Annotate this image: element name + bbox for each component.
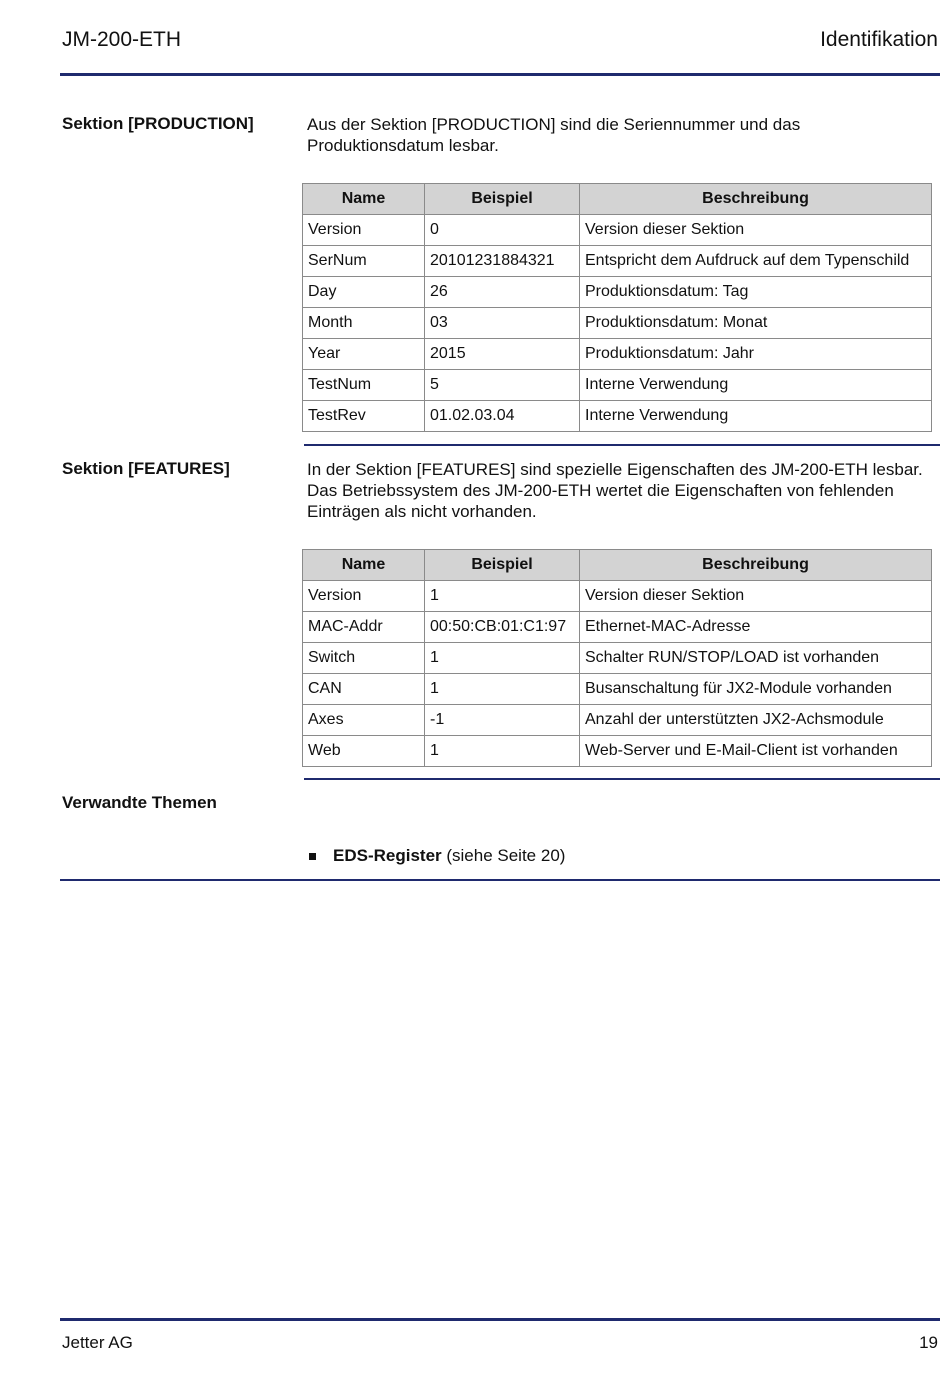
cell-example: 0 (425, 215, 580, 246)
related-topics-list (307, 846, 565, 866)
table-row (303, 339, 932, 370)
cell-name: Web (303, 736, 425, 767)
header-chapter-title: Identifikation (820, 28, 938, 51)
cell-description: Produktionsdatum: Tag (580, 277, 932, 308)
cell-name: TestRev (303, 401, 425, 432)
page-number: 19 (919, 1333, 938, 1352)
features-heading: Sektion [FEATURES] (62, 459, 230, 478)
cell-example: 2015 (425, 339, 580, 370)
features-table (302, 549, 932, 767)
column-header-name: Name (303, 550, 425, 581)
column-header-description: Beschreibung (580, 184, 932, 215)
cell-name: Month (303, 308, 425, 339)
column-header-example: Beispiel (425, 184, 580, 215)
cell-example: 26 (425, 277, 580, 308)
cell-description: Interne Verwendung (580, 370, 932, 401)
cell-name: Version (303, 581, 425, 612)
cell-description: Version dieser Sektion (580, 581, 932, 612)
cell-description: Web-Server und E-Mail-Client ist vorhanden (580, 736, 932, 767)
table-row (303, 674, 932, 705)
cell-description: Produktionsdatum: Jahr (580, 339, 932, 370)
table-row (303, 401, 932, 432)
footer-company: Jetter AG (62, 1333, 133, 1352)
cell-example: 03 (425, 308, 580, 339)
table-header-row (303, 550, 932, 581)
table-row (303, 308, 932, 339)
list-item (307, 846, 565, 866)
cell-name: MAC-Addr (303, 612, 425, 643)
table-row (303, 705, 932, 736)
cell-example: 1 (425, 736, 580, 767)
table-row (303, 643, 932, 674)
cell-example: 01.02.03.04 (425, 401, 580, 432)
table-row (303, 277, 932, 308)
cell-name: SerNum (303, 246, 425, 277)
cell-description: Schalter RUN/STOP/LOAD ist vorhanden (580, 643, 932, 674)
production-table (302, 183, 932, 432)
table-row (303, 736, 932, 767)
section-divider (304, 444, 940, 446)
column-header-description: Beschreibung (580, 550, 932, 581)
production-heading: Sektion [PRODUCTION] (62, 114, 254, 133)
cell-description: Busanschaltung für JX2-Module vorhanden (580, 674, 932, 705)
cell-name: Axes (303, 705, 425, 736)
cell-example: 5 (425, 370, 580, 401)
related-topics-heading: Verwandte Themen (62, 793, 217, 812)
eds-register-link[interactable]: EDS-Register (333, 846, 442, 865)
footer-rule (60, 1318, 940, 1321)
cell-name: Version (303, 215, 425, 246)
column-header-example: Beispiel (425, 550, 580, 581)
cell-example: -1 (425, 705, 580, 736)
production-description: Aus der Sektion [PRODUCTION] sind die Seriennummer und das Produktionsdatum lesbar. (307, 115, 801, 155)
cell-example: 1 (425, 674, 580, 705)
bullet-square-icon (309, 853, 316, 860)
cell-example: 00:50:CB:01:C1:97 (425, 612, 580, 643)
section-end-rule (60, 879, 940, 881)
header-rule (60, 73, 940, 76)
table-row (303, 370, 932, 401)
cell-name: Day (303, 277, 425, 308)
cell-example: 1 (425, 581, 580, 612)
cell-description: Produktionsdatum: Monat (580, 308, 932, 339)
cell-name: Switch (303, 643, 425, 674)
cell-description: Entspricht dem Aufdruck auf dem Typenschild (580, 246, 932, 277)
features-description: In der Sektion [FEATURES] sind spezielle Eigenschaften des JM-200-ETH lesbar. Das Betriebssystem des JM-200-ETH wertet die Eigenschaften von fehlenden Einträgen als nicht vorhanden. (307, 460, 923, 521)
header-product-name: JM-200-ETH (62, 28, 182, 51)
page-reference: (siehe Seite 20) (441, 846, 566, 865)
cell-name: CAN (303, 674, 425, 705)
cell-description: Ethernet-MAC-Adresse (580, 612, 932, 643)
cell-description: Interne Verwendung (580, 401, 932, 432)
cell-description: Version dieser Sektion (580, 215, 932, 246)
cell-name: Year (303, 339, 425, 370)
cell-name: TestNum (303, 370, 425, 401)
table-row (303, 215, 932, 246)
cell-description: Anzahl der unterstützten JX2-Achsmodule (580, 705, 932, 736)
cell-example: 20101231884321 (425, 246, 580, 277)
section-divider (304, 778, 940, 780)
page-header (62, 28, 938, 58)
table-row (303, 612, 932, 643)
table-row (303, 581, 932, 612)
table-header-row (303, 184, 932, 215)
table-row (303, 246, 932, 277)
column-header-name: Name (303, 184, 425, 215)
cell-example: 1 (425, 643, 580, 674)
